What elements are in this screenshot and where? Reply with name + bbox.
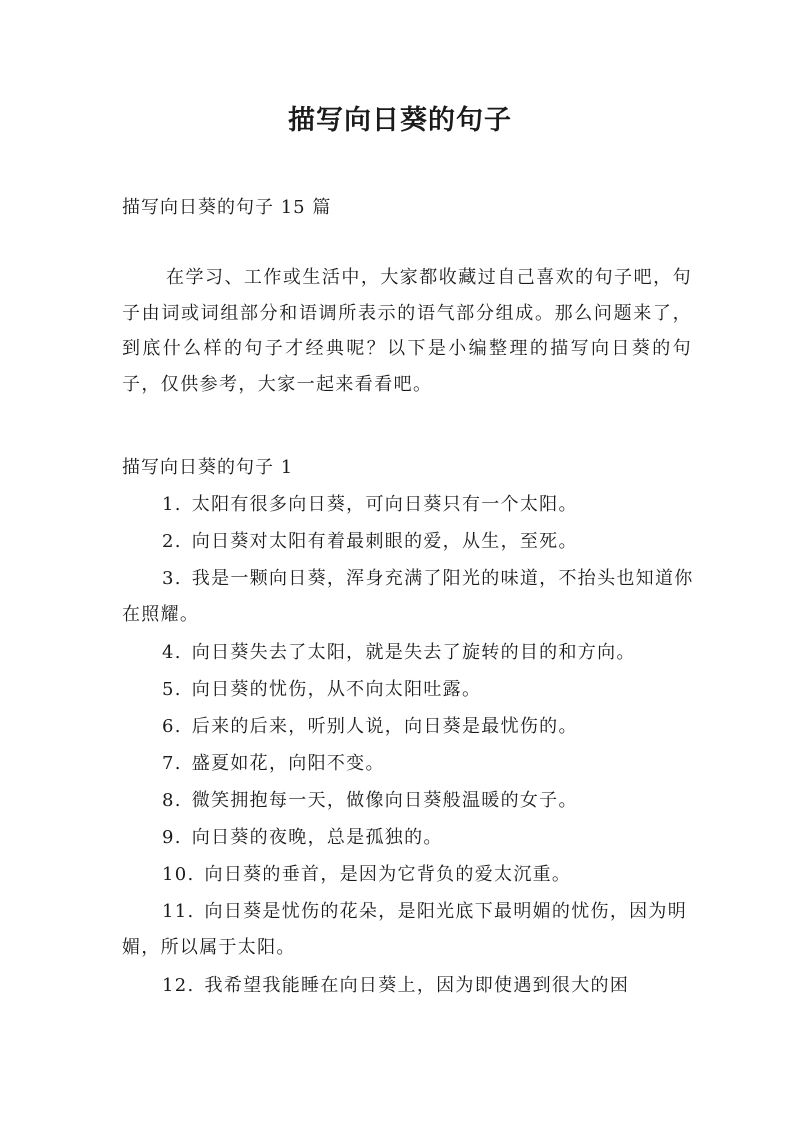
item-text: 向日葵对太阳有着最刺眼的爱，从生，至死。: [191, 531, 578, 552]
item-number: 3.: [162, 568, 182, 589]
item-number: 10.: [162, 864, 195, 885]
item-text: 后来的后来，听别人说，向日葵是最忧伤的。: [191, 716, 578, 737]
item-text: 向日葵是忧伤的花朵，是阳光底下最明媚的忧伤，因为明媚，所以属于太阳。: [122, 901, 688, 958]
list-item: [122, 820, 702, 856]
document-title: 描写向日葵的句子: [288, 105, 512, 136]
list-item: [122, 709, 702, 745]
list-item: [122, 783, 702, 819]
list-item: [122, 894, 702, 965]
item-number: 9.: [162, 827, 182, 848]
list-item: [122, 746, 702, 782]
item-text: 向日葵的垂首，是因为它背负的爱太沉重。: [204, 864, 572, 885]
list-item: [122, 561, 702, 632]
document-subtitle: 描写向日葵的句子 15 篇: [122, 197, 332, 218]
list-item: [122, 524, 702, 560]
list-item: [122, 635, 702, 671]
item-number: 1.: [162, 494, 182, 515]
item-text: 向日葵失去了太阳，就是失去了旋转的目的和方向。: [191, 642, 636, 663]
item-text: 向日葵的忧伤，从不向太阳吐露。: [191, 679, 482, 700]
item-text: 太阳有很多向日葵，可向日葵只有一个太阳。: [191, 494, 578, 515]
list-item: [122, 857, 702, 893]
list-item: [122, 968, 702, 1004]
item-number: 5.: [162, 679, 182, 700]
item-text: 微笑拥抱每一天，做像向日葵般温暖的女子。: [191, 790, 578, 811]
item-number: 11.: [162, 901, 195, 922]
intro-paragraph: 在学习、工作或生活中，大家都收藏过自己喜欢的句子吧，句子由词或词组部分和语调所表示的语气部分组成。那么问题来了，到底什么样的句子才经典呢？以下是小编整理的描写向日葵的句子，仅供参考，大家一起来看看吧。: [122, 267, 692, 395]
item-text: 向日葵的夜晚，总是孤独的。: [191, 827, 443, 848]
item-text: 我希望我能睡在向日葵上，因为即使遇到很大的困: [204, 975, 630, 996]
item-number: 6.: [162, 716, 182, 737]
item-number: 8.: [162, 790, 182, 811]
list-item: [122, 672, 702, 708]
item-number: 12.: [162, 975, 195, 996]
item-number: 4.: [162, 642, 182, 663]
item-text: 盛夏如花，向阳不变。: [191, 753, 385, 774]
item-text: 我是一颗向日葵，浑身充满了阳光的味道，不抬头也知道你在照耀。: [122, 568, 694, 625]
item-number: 2.: [162, 531, 182, 552]
item-number: 7.: [162, 753, 182, 774]
list-item: [122, 487, 702, 523]
section-heading: 描写向日葵的句子 1: [122, 457, 294, 478]
